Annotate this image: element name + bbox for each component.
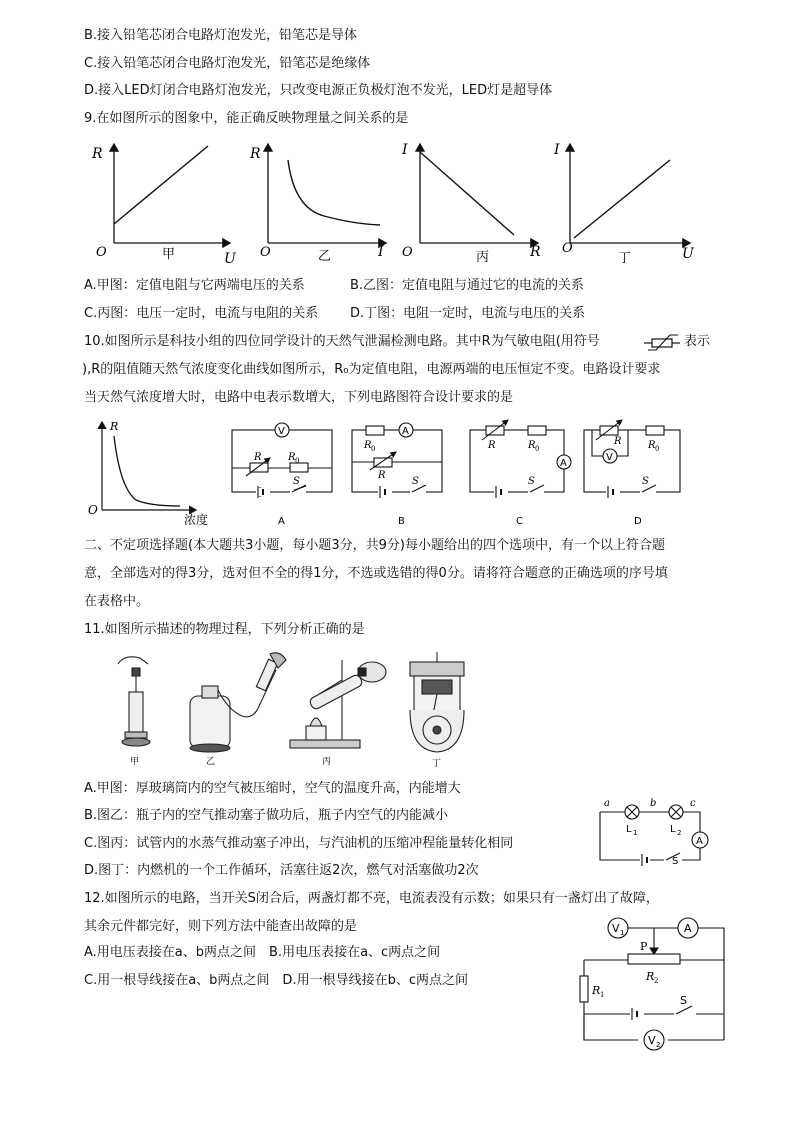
q11-option-c: C.图丙：试管内的水蒸气推动塞子冲出，与汽油机的压缩冲程能量转化相同 bbox=[84, 836, 514, 851]
graph-bing-ylabel: I bbox=[402, 142, 408, 158]
circuit-a-voltmeter-label: V bbox=[278, 426, 285, 437]
circuit-a-label: A bbox=[278, 516, 285, 527]
lamp-l1-label: L bbox=[626, 824, 632, 835]
option-b-q8: B.接入铅笔芯闭合电路灯泡发光，铅笔芯是导体 bbox=[84, 28, 358, 43]
fig-bing-test-tube bbox=[290, 660, 386, 748]
rheostat-r2-label: R bbox=[646, 970, 655, 983]
point-a-label: a bbox=[604, 798, 610, 809]
question-12-line2: 其余元件都完好，则下列方法中能查出故障的是 bbox=[84, 919, 358, 934]
question-10-line2: ),R的阻值随天然气浓度变化曲线如图所示，R₀为定值电阻，电源两端的电压恒定不变。电路设计要求 bbox=[82, 362, 661, 377]
circuit-b-ammeter-label: A bbox=[402, 426, 409, 437]
section-2-line3: 在表格中。 bbox=[84, 594, 150, 609]
circuit-c-r0-sub: 0 bbox=[535, 445, 540, 453]
conc-graph-ylabel: R bbox=[110, 420, 119, 433]
graph-ding-name: 丁 bbox=[618, 251, 632, 266]
circuit-d-s-label: S bbox=[642, 476, 649, 487]
graph-yi-origin: O bbox=[260, 245, 271, 260]
graph-jia-ylabel: R bbox=[92, 146, 103, 162]
q10-figures bbox=[84, 418, 714, 530]
circuit-b bbox=[352, 423, 442, 498]
circuit-c-ammeter-label: A bbox=[560, 458, 567, 469]
graph-yi bbox=[249, 144, 386, 264]
section-2-line2: 意，全部选对的得3分，选对但不全的得1分，不选或选错的得0分。请将符合题意的正确选项的序号填 bbox=[84, 566, 668, 581]
graph-bing-origin: O bbox=[402, 245, 413, 260]
lamp-l2-sub: 2 bbox=[677, 829, 682, 837]
question-10-line3: 当天然气浓度增大时，电路中电表示数增大，下列电路图符合设计要求的是 bbox=[84, 390, 514, 405]
q9-option-c: C.丙图：电压一定时，电流与电阻的关系 bbox=[84, 306, 319, 321]
graph-yi-ylabel: R bbox=[250, 146, 261, 162]
fig-jia-compression-tube bbox=[118, 657, 150, 746]
graph-yi-xlabel: I bbox=[378, 244, 384, 260]
question-10-line1b: 表示 bbox=[684, 334, 711, 349]
question-11: 11.如图所示描述的物理过程，下列分析正确的是 bbox=[84, 622, 365, 637]
fig-ding-label: 丁 bbox=[432, 759, 442, 769]
option-d-q8: D.接入LED灯闭合电路灯泡发光，只改变电源正负极灯泡不发光，LED灯是超导体 bbox=[84, 83, 553, 98]
circuit-b-s-label: S bbox=[412, 476, 419, 487]
ammeter-a-label: A bbox=[684, 922, 692, 935]
circuit-b-r0-label: R bbox=[364, 440, 372, 451]
q12-options-ab: A.用电压表接在a、b两点之间 B.用电压表接在a、c两点之间 bbox=[84, 945, 441, 960]
fig-jia-label: 甲 bbox=[130, 757, 140, 767]
circuit-c bbox=[470, 420, 571, 498]
q11-option-a: A.甲图：厚玻璃筒内的空气被压缩时，空气的温度升高，内能增大 bbox=[84, 781, 461, 796]
lamp-l2-label: L bbox=[670, 824, 676, 835]
q9-option-d: D.丁图：电阻一定时，电流与电压的关系 bbox=[350, 306, 586, 321]
graph-bing-name: 丙 bbox=[476, 250, 490, 265]
graph-ding bbox=[553, 142, 695, 266]
slider-p-label: P bbox=[640, 940, 648, 953]
graph-jia bbox=[91, 144, 237, 267]
ammeter-label: A bbox=[696, 836, 703, 847]
circuit-a-r0-label: R bbox=[288, 452, 296, 463]
switch-s-label: S bbox=[672, 856, 679, 866]
circuit-d-label: D bbox=[634, 516, 642, 527]
graph-yi-name: 乙 bbox=[318, 249, 332, 264]
section-2-line1: 二、不定项选择题(本大题共3小题，每小题3分，共9分)每小题给出的四个选项中，有一个以上符合题 bbox=[84, 538, 665, 553]
circuit-d-r-label: R bbox=[614, 436, 622, 447]
circuit-a-s-label: S bbox=[293, 476, 300, 487]
option-c-q8: C.接入铅笔芯闭合电路灯泡发光，铅笔芯是绝缘体 bbox=[84, 56, 371, 71]
q11-option-b: B.图乙：瓶子内的空气推动塞子做功后，瓶子内空气的内能减小 bbox=[84, 808, 449, 823]
graph-jia-xlabel: U bbox=[224, 251, 236, 267]
fig-yi-bottle-pump bbox=[190, 653, 286, 752]
circuit-c-label: C bbox=[516, 516, 523, 527]
circuit-c-s-label: S bbox=[528, 476, 535, 487]
q9-graphs bbox=[84, 138, 704, 270]
fig-bing-label: 丙 bbox=[322, 757, 332, 767]
conc-graph-origin: O bbox=[88, 503, 98, 517]
graph-bing-xlabel: R bbox=[530, 244, 541, 260]
circuit-d-voltmeter-label: V bbox=[606, 452, 613, 463]
resistor-r1-sub: 1 bbox=[600, 991, 605, 999]
gas-sensor-symbol-icon bbox=[644, 333, 682, 351]
voltmeter-v2-sub: 2 bbox=[656, 1041, 661, 1049]
point-c-label: c bbox=[690, 798, 696, 809]
q12-options-cd: C.用一根导线接在a、b两点之间 D.用一根导线接在b、c两点之间 bbox=[84, 973, 468, 988]
voltmeter-v1-sub: 1 bbox=[620, 929, 625, 937]
graph-bing bbox=[401, 142, 541, 265]
circuit-d-r0-sub: 0 bbox=[655, 445, 660, 453]
circuit-b-label: B bbox=[398, 516, 405, 527]
point-b-label: b bbox=[650, 798, 657, 809]
circuit-a-r-label: R bbox=[254, 452, 262, 463]
rheostat-r2-sub: 2 bbox=[654, 977, 659, 985]
graph-ding-xlabel: U bbox=[682, 246, 694, 262]
question-10-line1a: 10.如图所示是科技小组的四位同学设计的天然气泄漏检测电路。其中R为气敏电阻(用符号 bbox=[84, 334, 600, 349]
circuit-c-r-label: R bbox=[488, 440, 496, 451]
circuit-a-r0-sub: 0 bbox=[295, 457, 300, 465]
voltmeter-v1-label: V bbox=[612, 922, 620, 935]
lamp-l1-sub: 1 bbox=[633, 829, 638, 837]
circuit-b-r0-sub: 0 bbox=[371, 445, 376, 453]
resistor-r1-label: R bbox=[592, 984, 601, 997]
circuit-d bbox=[584, 420, 680, 498]
q12-lamp-circuit bbox=[592, 796, 722, 866]
circuit-c-r0-label: R bbox=[528, 440, 536, 451]
q13-rheostat-circuit bbox=[574, 914, 734, 1060]
q11-figures bbox=[110, 650, 470, 772]
fig-ding-engine bbox=[410, 652, 464, 752]
circuit-d-r0-label: R bbox=[648, 440, 656, 451]
graph-jia-origin: O bbox=[96, 245, 107, 260]
graph-jia-name: 甲 bbox=[162, 247, 176, 262]
q9-option-a: A.甲图：定值电阻与它两端电压的关系 bbox=[84, 278, 305, 293]
fig-yi-label: 乙 bbox=[206, 757, 216, 767]
question-12-line1: 12.如图所示的电路，当开关S闭合后，两盏灯都不亮，电流表没有示数；如果只有一盏灯出了故障， bbox=[84, 891, 659, 906]
q9-option-b: B.乙图：定值电阻与通过它的电流的关系 bbox=[350, 278, 585, 293]
graph-ding-origin: O bbox=[562, 241, 573, 256]
q11-option-d: D.图丁：内燃机的一个工作循环，活塞往返2次，燃气对活塞做功2次 bbox=[84, 863, 479, 878]
circuit-b-r-label: R bbox=[378, 470, 386, 481]
concentration-graph bbox=[88, 420, 208, 527]
voltmeter-v2-label: V bbox=[648, 1034, 656, 1047]
graph-ding-ylabel: I bbox=[554, 142, 560, 158]
question-9: 9.在如图所示的图象中，能正确反映物理量之间关系的是 bbox=[84, 111, 409, 126]
conc-graph-xlabel: 浓度 bbox=[184, 513, 209, 527]
switch-s2-label: S bbox=[680, 994, 687, 1007]
